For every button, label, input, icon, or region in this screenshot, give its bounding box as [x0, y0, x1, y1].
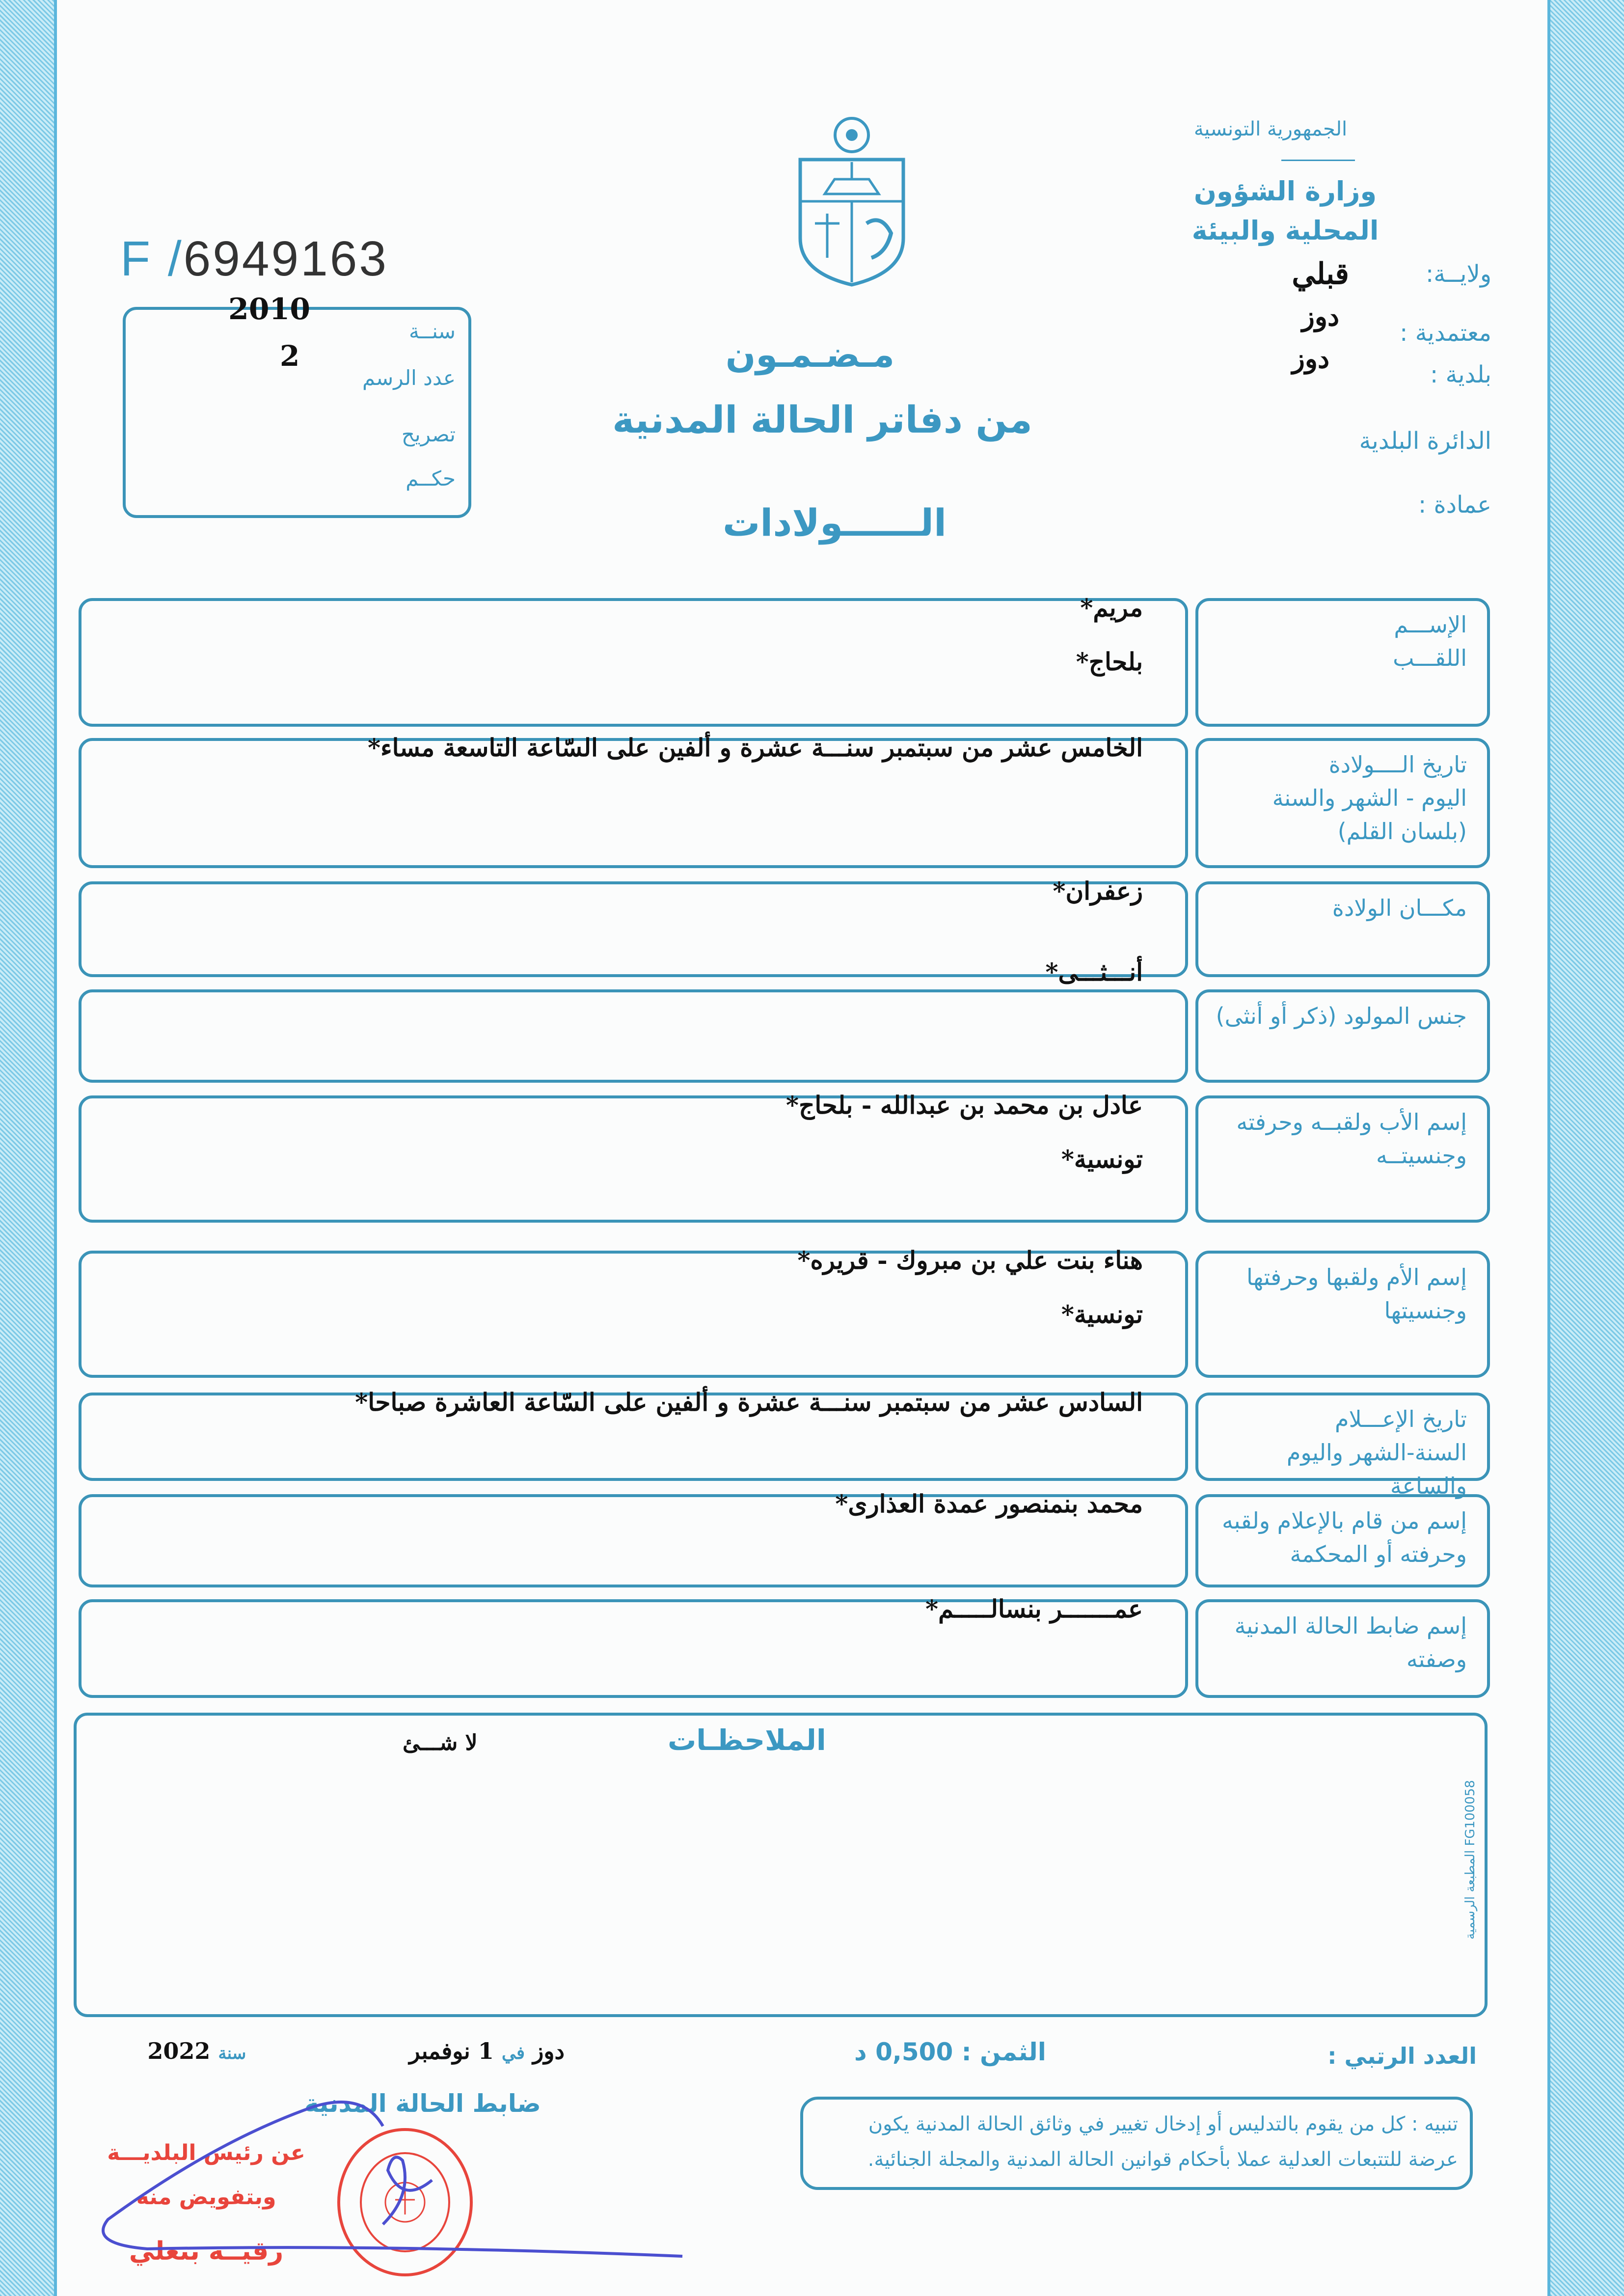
row-values: [112, 581, 1143, 689]
row-value: عادل بن محمد بن عبدالله - بلحاج*: [785, 1091, 1143, 1120]
row-label: (بلسان القلم): [1337, 818, 1467, 845]
row-values: [112, 1375, 1143, 1429]
price-value: 0,500 د: [854, 2038, 953, 2066]
issue-year: 2022: [147, 2038, 211, 2064]
issue-day: 1: [478, 2038, 494, 2064]
record-number-label: عدد الرسم: [362, 366, 456, 390]
row-label: إسم من قام بالإعلام ولقبه: [1221, 1507, 1467, 1534]
row-values: [112, 721, 1143, 775]
serial-number: [120, 231, 388, 287]
row-labels: [1212, 608, 1467, 675]
row-label: جنس المولود (ذكر أو أنثى): [1216, 1003, 1467, 1029]
record-number-value: 2: [280, 339, 300, 373]
row-label: السنة-الشهر واليوم والساعة: [1286, 1439, 1467, 1499]
row-labels: [1212, 999, 1467, 1033]
row-label: الإســـم: [1394, 611, 1467, 638]
row-label: اللقـــب: [1393, 645, 1467, 671]
delegation-label: معتمدية :: [1400, 319, 1491, 347]
row-values: [112, 1078, 1143, 1186]
row-value: الخامس عشر من سبتمبر سنـــة عشرة و ألفين على السّاعة التاسعة مساء*: [367, 733, 1143, 762]
price: [854, 2038, 1046, 2066]
municipality-label: بلدية :: [1430, 361, 1491, 388]
stamp-line1: عن رئيس البلديـــة: [107, 2140, 305, 2165]
row-value-box: [79, 989, 1188, 1083]
title-line1: مـضـمـون: [725, 334, 895, 375]
judgment-label: حكــم: [406, 466, 456, 491]
row-labels: [1212, 1105, 1467, 1172]
divider: [1281, 160, 1355, 161]
issue-year-label: سنة: [218, 2044, 246, 2063]
officer-label: ضابط الحالة المدنية: [304, 2089, 541, 2118]
title-line3: الــــــولادات: [722, 501, 947, 545]
notes-value: لا شـــئ: [403, 1730, 478, 1755]
row-label: وحرفته أو المحكمة: [1290, 1541, 1467, 1567]
row-labels: [1212, 748, 1467, 848]
row-label: إسم ضابط الحالة المدنية: [1234, 1613, 1467, 1639]
price-label: الثمن :: [961, 2038, 1046, 2066]
row-value: تونسية*: [1061, 1145, 1143, 1174]
row-value: مريم*: [1080, 593, 1143, 622]
row-labels: [1212, 1402, 1467, 1503]
wilaya-label: ولايــة:: [1426, 260, 1491, 288]
row-label: وجنسيتها: [1384, 1297, 1467, 1324]
row-labels: [1212, 1609, 1467, 1676]
row-values: [112, 864, 1143, 918]
warning-text: تنبيه : كل من يقوم بالتدليس أو إدخال تغيير في وثائق الحالة المدنية يكون عرضة للتتبعات العدلية عملا بأحكام قوانين الحالة المدنية والمجلة الجنائية.: [867, 2113, 1458, 2171]
serial-prefix: F /: [120, 231, 184, 286]
row-label: إسم الأم ولقبها وحرفتها: [1246, 1264, 1467, 1290]
row-values: [112, 1477, 1143, 1531]
signature-icon: [88, 2097, 692, 2264]
row-label: وصفته: [1406, 1646, 1467, 1672]
row-labels: [1212, 1260, 1467, 1327]
declaration-label: تصريح: [401, 422, 456, 446]
municipality-value: دوز: [1292, 343, 1329, 374]
notes-box: [74, 1713, 1488, 2017]
row-labels: [1212, 1504, 1467, 1571]
row-label: وجنسيتــه: [1376, 1142, 1467, 1169]
row-label: إسم الأب ولقبــه وحرفته: [1236, 1109, 1467, 1135]
row-value: أنـــثـــى*: [1045, 957, 1143, 986]
row-value: بلحاج*: [1076, 647, 1143, 676]
row-values: [112, 1233, 1143, 1341]
republic-label: الجمهورية التونسية: [1193, 118, 1348, 140]
ministry-label: وزارة الشؤون المحلية والبيئة: [1191, 176, 1379, 246]
right-guilloche-border: [1547, 0, 1624, 2296]
row-value: تونسية*: [1061, 1300, 1143, 1329]
row-values: [112, 945, 1143, 999]
left-guilloche-border: [0, 0, 57, 2296]
row-value: محمد بنمنصور عمدة العذارى*: [835, 1489, 1143, 1518]
side-print-label: المطبعة الرسمية FG100058: [1463, 1780, 1478, 1940]
stamp-line2: وبتفويض منه: [136, 2185, 276, 2210]
district-label: الدائرة البلدية: [1359, 427, 1491, 455]
issue-place: دوز: [533, 2038, 565, 2064]
row-value: السادس عشر من سبتمبر سنـــة عشرة و ألفين على السّاعة العاشرة صباحا*: [355, 1388, 1143, 1417]
row-value: عمـــــــر بنسالـــــم*: [925, 1594, 1143, 1623]
title-line2: من دفاتر الحالة المدنية: [612, 398, 1032, 441]
serial-value: 6949163: [183, 231, 388, 286]
issue-date: [113, 2038, 565, 2064]
delegation-value: دوز: [1301, 301, 1339, 332]
row-label: تاريخ الإعـــلام: [1335, 1406, 1467, 1432]
row-label: تاريخ الــــولادة: [1328, 751, 1467, 778]
issue-month: نوفمبر: [409, 2038, 470, 2064]
wilaya-value: قبلي: [1292, 257, 1349, 291]
issue-in-label: في: [501, 2043, 525, 2063]
stamp-line3: رقيــة بنعلي: [129, 2237, 284, 2266]
footer-serial-label: العدد الرتبي :: [1327, 2043, 1477, 2069]
omda-label: عمادة :: [1418, 491, 1491, 519]
row-labels: [1212, 891, 1467, 925]
record-year-value: 2010: [228, 292, 310, 327]
record-year-label: سنــة: [409, 319, 456, 343]
tunisia-coat-of-arms-icon: [795, 115, 908, 287]
row-value: هناء بنت علي بن مبروك - قريره*: [797, 1246, 1143, 1275]
row-label: اليوم - الشهر والسنة: [1272, 785, 1467, 811]
row-value: زعفران*: [1053, 876, 1143, 905]
row-values: [112, 1582, 1143, 1636]
notes-label: الملاحظـات: [668, 1723, 826, 1757]
row-label: مكـــان الولادة: [1332, 895, 1467, 921]
